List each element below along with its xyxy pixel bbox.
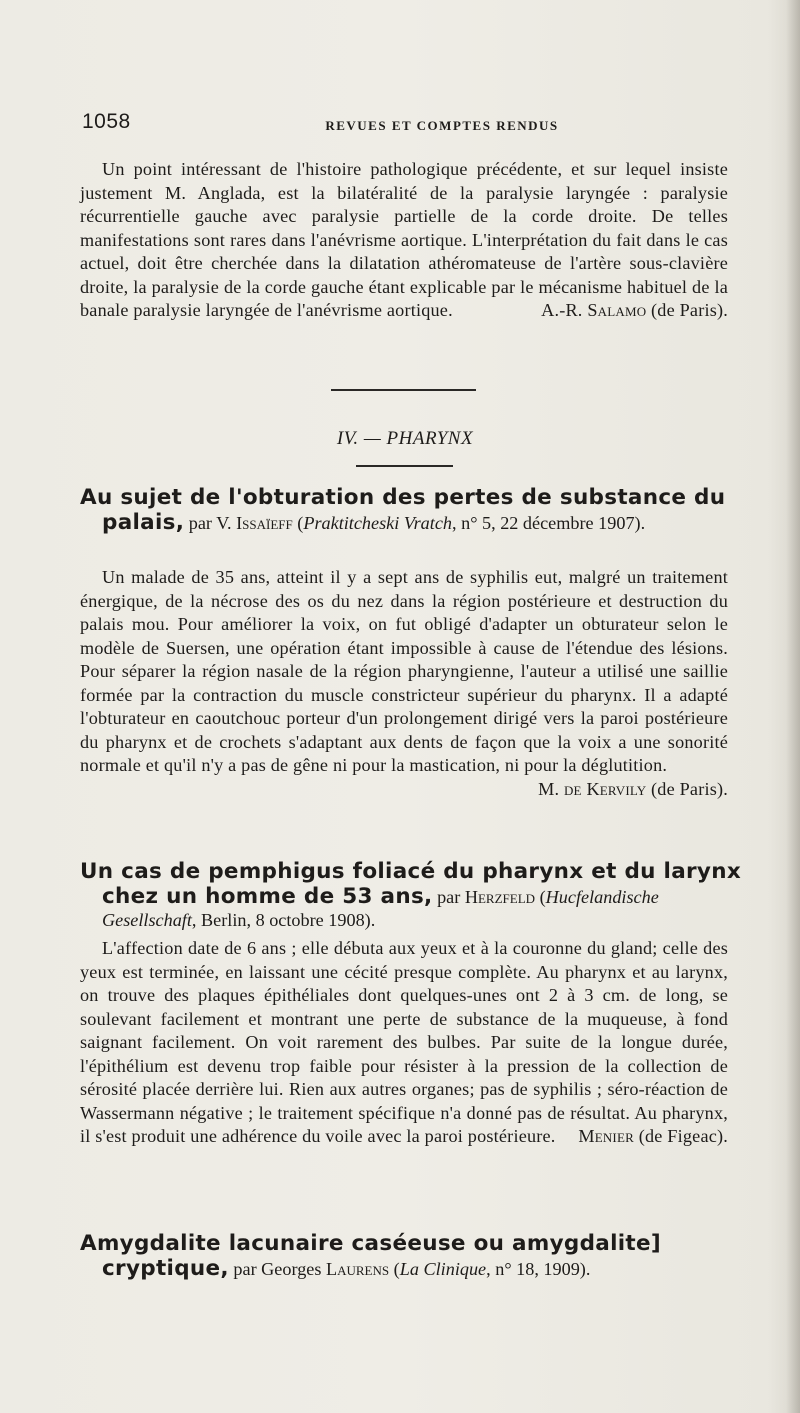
article-1-signature-place: (de Paris). (651, 778, 728, 799)
article-title-1 (80, 486, 752, 535)
article-1-source-rest: , n° 5, 22 décembre 1907). (452, 512, 646, 533)
article-3-source-rest: , n° 18, 1909). (486, 1258, 591, 1279)
article-1-body (80, 566, 728, 801)
page-edge-shadow (786, 0, 800, 1413)
intro-paragraph (80, 158, 728, 323)
article-1-signature (516, 778, 728, 802)
article-2-signature-name: Menier (578, 1126, 634, 1146)
article-1-signature-prefix: M. (538, 778, 560, 799)
article-title-2 (80, 860, 752, 933)
page-header (82, 110, 732, 140)
running-head: REVUES ET COMPTES RENDUS (325, 118, 559, 133)
article-2-body (80, 937, 728, 1149)
article-2-title-text: Un cas de pemphigus foliacé du pharynx et du larynx chez un homme de 53 ans, (80, 859, 742, 909)
article-1-by: par V. (188, 512, 232, 533)
signature-initials: A.-R. (541, 300, 583, 320)
article-1-signature-name: de Kervily (563, 778, 647, 799)
article-1-title-text: Au sujet de l'obturation des pertes de substance du palais, (80, 485, 726, 535)
article-1-source: Praktitcheski Vratch (303, 512, 452, 533)
article-2-by: par (437, 886, 461, 907)
article-2-source-open: ( (539, 886, 546, 907)
section-rule-top (331, 389, 476, 391)
article-2-body-text: L'affection date de 6 ans ; elle débuta aux yeux et à la couronne du gland; celle des yeux est terminée, en laissant une cécité presque complète. Au pharynx et au larynx, on trouve des plaques épithéliales dont quelques-unes ont 2 à 3 cm. de long, se soulevant facilement et montrant une perte de substance de la muqueuse, à fond saignant facilement. On voit rarement des bulbes. Par suite de la longue durée, l'épithélium est devenu trop faible pour résister à la pression de la collection de sérosité placée derrière lui. Rien aux autres organes; pas de syphilis ; séro-réaction de Wassermann négative ; le traitement spécifique n'a donné pas de résultat. Au pharynx, il s'est produit une adhérence du voile avec la paroi postérieure. (80, 938, 728, 1146)
article-2-signature (556, 1125, 728, 1149)
section-heading: IV. — PHARYNX (336, 428, 474, 449)
article-1-body-text: Un malade de 35 ans, atteint il y a sept ans de syphilis eut, malgré un traitement énergique, de la nécrose des os du nez dans la région postérieure et destruction du palais mou. Pour améliorer la voix, on fut obligé d'adapter un obturateur selon le modèle de Suersen, une opération étant impossible à cause de l'étendue des lésions. Pour séparer la région nasale de la région pharyngienne, l'auteur a utilisé une saillie formée par la contraction du muscle constricteur supérieur du pharynx. Il a adapté l'obturateur en caoutchouc porteur d'un prolongement dirigé vers la paroi postérieure du pharynx et de crochets s'adaptant aux dents de façon que la voix a une sonorité normale et qu'il n'y a pas de gêne ni pour la mastication, ni pour la déglutition. (80, 567, 728, 775)
article-3-by: par Georges (233, 1258, 322, 1279)
article-3-author: Laurens (326, 1258, 390, 1279)
article-1-source-open: ( (297, 512, 304, 533)
intro-text: Un point intéressant de l'histoire pathologique précédente, et sur lequel insiste justement M. Anglada, est la bilatéralité de la paralysie laryngée : paralysie récurrentielle gauche avec paralysie partielle de la corde droite. De telles manifestations sont rares dans l'anévrisme aortique. L'interprétation du fait dans le cas actuel, doit être cherchée dans la dilatation athéromateuse de l'artère sous-clavière droite, la paralysie de la corde gauche étant explicable par le mécanisme habituel de la banale paralysie laryngée de l'anévrisme aortique. (80, 159, 728, 320)
section-rule-bottom (356, 465, 453, 467)
article-2-author: Herzfeld (464, 886, 536, 907)
article-2-signature-place: (de Figeac). (638, 1126, 728, 1146)
signature-place: (de Paris). (651, 300, 728, 320)
page-number: 1058 (82, 110, 131, 133)
signature-name: Salamo (587, 300, 647, 320)
article-title-3 (80, 1232, 752, 1281)
article-3-title-text: Amygdalite lacunaire caséeuse ou amygdalite] cryptique, (80, 1231, 661, 1281)
intro-signature (519, 299, 728, 323)
article-1-author: Issaïeff (236, 512, 293, 533)
article-2-source: Hucfelandische Gesellschaft (102, 886, 659, 930)
article-3-source-open: ( (393, 1258, 400, 1279)
article-3-source: La Clinique (399, 1258, 487, 1279)
article-2-source-rest: , Berlin, 8 octobre 1908). (191, 910, 376, 930)
